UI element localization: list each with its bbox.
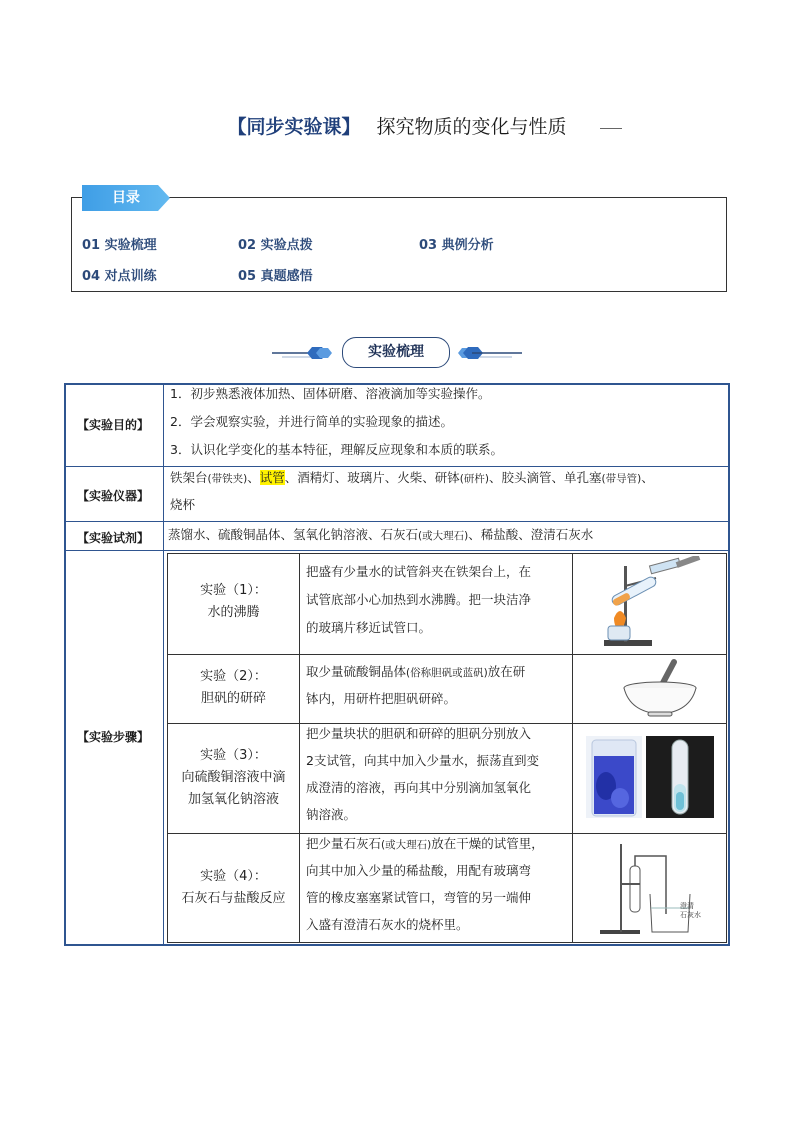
- step-4-desc-note: (或大理石): [381, 839, 432, 851]
- highlighted-instrument: 试管: [259, 470, 285, 485]
- toc-item-05[interactable]: 05 真题感悟: [238, 269, 313, 284]
- step-4-desc-text: 放在干燥的试管里，: [431, 836, 544, 851]
- page-title: [0, 112, 794, 139]
- step-col-divider: [572, 553, 573, 943]
- step-4-desc-3: 管的橡皮塞塞紧试管口，弯管的另一端伸: [306, 890, 532, 905]
- course-label: 【同步实验课】: [227, 116, 361, 138]
- step-2-name: [168, 666, 299, 710]
- reagents-label: 【实验试剂】: [76, 531, 149, 545]
- instrument-note: (带导管): [601, 473, 642, 485]
- step-2-desc-text: 放在研: [487, 664, 526, 679]
- step-3-desc-3: 成澄清的溶液，再向其中分别滴加氢氧化: [306, 780, 532, 795]
- limestone-acid-apparatus-figure: [596, 838, 718, 938]
- instrument-text: 、胶头滴管、单孔塞: [488, 470, 602, 485]
- step-4-desc-1: [306, 831, 544, 858]
- topic-title: 探究物质的变化与性质: [376, 116, 567, 138]
- steps-label: 【实验步骤】: [76, 730, 149, 744]
- step-4-desc-2: 向其中加入少量的稀盐酸，用配有玻璃弯: [306, 863, 532, 878]
- step-3-desc-2: 2支试管，向其中加入少量水，振荡直到变: [306, 753, 539, 768]
- reagent-text: 蒸馏水、硫酸铜晶体、氢氧化钠溶液、石灰石: [168, 527, 419, 542]
- toc-tab-label: 目录: [112, 190, 140, 206]
- instruments-line-2: 烧杯: [170, 497, 196, 512]
- instrument-note: (带铁夹): [207, 473, 248, 485]
- step-4-name: [168, 866, 299, 910]
- boiling-water-apparatus-figure: [596, 556, 706, 650]
- instrument-text: 铁架台: [170, 470, 208, 485]
- step-4-desc-text: 把少量石灰石: [306, 836, 382, 851]
- purpose-line-1: 1．初步熟悉液体加热、固体研磨、溶液滴加等实验操作。: [170, 386, 491, 401]
- instruments-label: 【实验仪器】: [76, 489, 149, 503]
- figure-label-1: 澄清: [680, 903, 694, 910]
- step-2-title: 胆矾的研碎: [200, 691, 266, 706]
- step-3-desc-1: 把少量块状的胆矾和研碎的胆矾分别放入: [306, 726, 532, 741]
- step-1-number: 实验（1）：: [200, 583, 267, 598]
- reagent-text: 、稀盐酸、澄清石灰水: [468, 527, 594, 542]
- reagent-note: (或大理石): [418, 530, 469, 542]
- step-4-number: 实验（4）：: [200, 869, 267, 884]
- step-1-desc-3: 的玻璃片移近试管口。: [306, 620, 432, 635]
- step-col-divider: [299, 553, 300, 943]
- instrument-sep: 、: [247, 470, 260, 485]
- step-3-number: 实验（3）：: [200, 748, 267, 763]
- copper-sulfate-photo-figure: [586, 736, 714, 818]
- step-divider: [167, 654, 727, 655]
- step-1-name: [168, 580, 299, 624]
- title-decoration: [600, 128, 622, 129]
- toc-item-02[interactable]: 02 实验点拨: [238, 238, 313, 253]
- step-4-title: 石灰石与盐酸反应: [181, 891, 286, 906]
- purpose-label: 【实验目的】: [76, 418, 149, 432]
- step-2-desc-1: [306, 659, 525, 686]
- step-2-desc-text: 取少量硫酸铜晶体: [306, 664, 407, 679]
- step-2-number: 实验（2）：: [200, 669, 267, 684]
- step-3-title-2: 加氢氧化钠溶液: [187, 792, 279, 807]
- instrument-note: (研杵): [459, 473, 489, 485]
- step-3-desc-4: 钠溶液。: [306, 807, 357, 822]
- toc-item-01[interactable]: 01 实验梳理: [82, 238, 157, 253]
- figure-label-2: 石灰水: [680, 912, 701, 919]
- step-1-desc-1: 把盛有少量水的试管斜夹在铁架台上，在: [306, 564, 532, 579]
- step-3-name: [168, 745, 299, 811]
- instrument-sep: 、: [641, 470, 654, 485]
- purpose-line-2: 2．学会观察实验，并进行简单的实验现象的描述。: [170, 414, 453, 429]
- instruments-line-1: [170, 465, 654, 492]
- step-2-desc-note: (俗称胆矾或蓝矾): [406, 667, 488, 679]
- section-badge: 实验梳理: [342, 337, 450, 368]
- step-1-title: 水的沸腾: [207, 605, 260, 620]
- reagents-text: [168, 522, 593, 549]
- mortar-pestle-figure: [616, 658, 706, 720]
- step-4-desc-4: 入盛有澄清石灰水的烧杯里。: [306, 917, 469, 932]
- instrument-text: 、酒精灯、玻璃片、火柴、研钵: [284, 470, 460, 485]
- purpose-line-3: 3．认识化学变化的基本特征，理解反应现象和本质的联系。: [170, 442, 503, 457]
- step-3-title-1: 向硫酸铜溶液中滴: [181, 770, 286, 785]
- toc-item-04[interactable]: 04 对点训练: [82, 269, 157, 284]
- step-2-desc-2: 钵内，用研杵把胆矾研碎。: [306, 691, 457, 706]
- step-1-desc-2: 试管底部小心加热到水沸腾。把一块洁净: [306, 592, 532, 607]
- toc-item-03[interactable]: 03 典例分析: [419, 238, 494, 253]
- column-divider: [163, 383, 164, 946]
